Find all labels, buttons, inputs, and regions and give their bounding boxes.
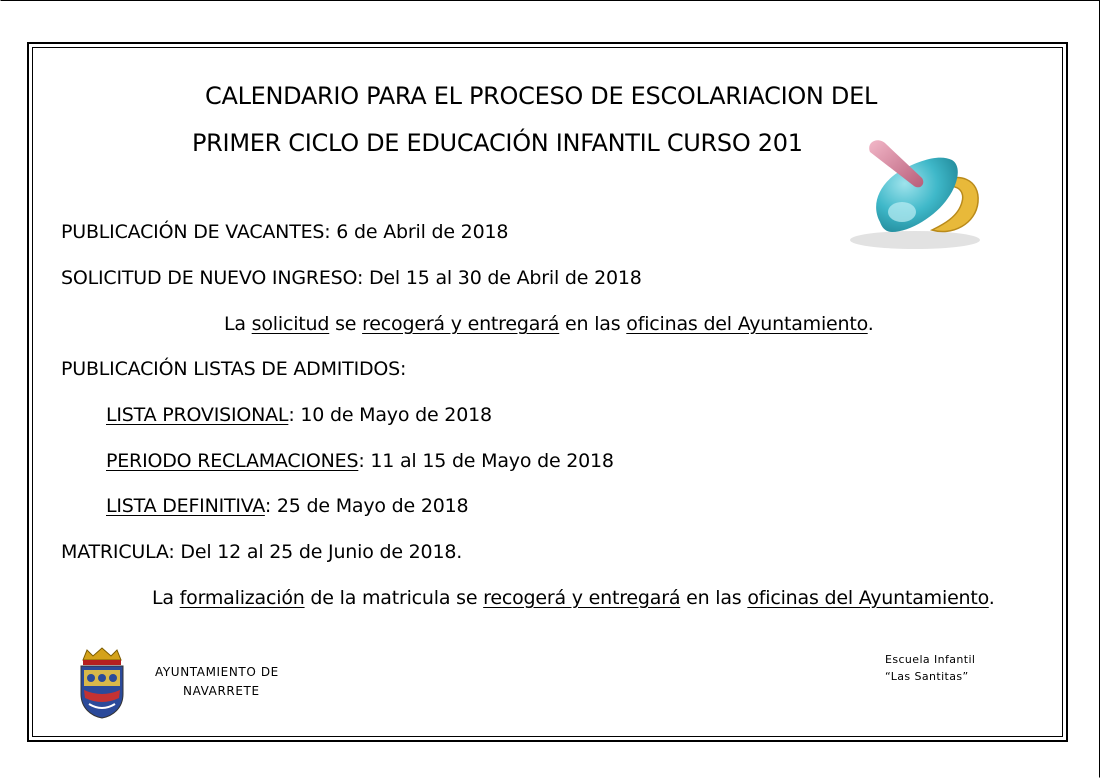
listas-heading: PUBLICACIÓN LISTAS DE ADMITIDOS: [61,358,407,380]
matricula-value: : Del 12 al 25 de Junio de 2018. [168,541,463,563]
note-text: en las [559,313,627,335]
note-underlined: recogerá y entregará [483,587,681,609]
note-text: La [152,587,180,609]
vacantes-label: PUBLICACIÓN DE VACANTES [61,221,325,243]
ayuntamiento-line-1: AYUNTAMIENTO DE [155,665,279,679]
solicitud-line [61,267,642,289]
note-text: . [867,313,874,335]
vacantes-line [61,221,508,243]
solicitud-value: : Del 15 al 30 de Abril de 2018 [356,267,642,289]
solicitud-note [224,313,874,335]
matricula-line [61,541,462,563]
note-underlined: solicitud [251,313,330,335]
note-text: en las [680,587,748,609]
pacifier-illustration [840,132,1010,257]
note-text: La [224,313,252,335]
note-text: de la matricula se [304,587,484,609]
provisional-label: LISTA PROVISIONAL [106,404,289,426]
matricula-label: MATRICULA [61,541,169,563]
note-underlined: recogerá y entregará [362,313,560,335]
title-line-2: PRIMER CICLO DE EDUCACIÓN INFANTIL CURSO 201 [192,129,803,157]
escuela-line-1: Escuela Infantil [885,653,976,666]
note-text: . [988,587,995,609]
title-line-1: CALENDARIO PARA EL PROCESO DE ESCOLARIACION DEL [205,82,878,110]
provisional-line [106,404,492,426]
note-underlined: formalización [179,587,305,609]
provisional-value: : 10 de Mayo de 2018 [288,404,492,426]
vacantes-value: : 6 de Abril de 2018 [324,221,509,243]
reclamaciones-line [106,450,614,472]
matricula-note [152,587,995,609]
definitiva-label: LISTA DEFINITIVA [106,495,265,517]
escuela-line-2: “Las Santitas” [885,670,969,683]
note-underlined: oficinas del Ayuntamiento [747,587,989,609]
note-text: se [329,313,363,335]
definitiva-value: : 25 de Mayo de 2018 [264,495,469,517]
solicitud-label: SOLICITUD DE NUEVO INGRESO [61,267,357,289]
navarrete-coat-of-arms [75,646,130,720]
reclamaciones-value: : 11 al 15 de Mayo de 2018 [358,450,614,472]
note-underlined: oficinas del Ayuntamiento [626,313,868,335]
definitiva-line [106,495,468,517]
reclamaciones-label: PERIODO RECLAMACIONES [106,450,359,472]
ayuntamiento-line-2: NAVARRETE [183,684,260,698]
